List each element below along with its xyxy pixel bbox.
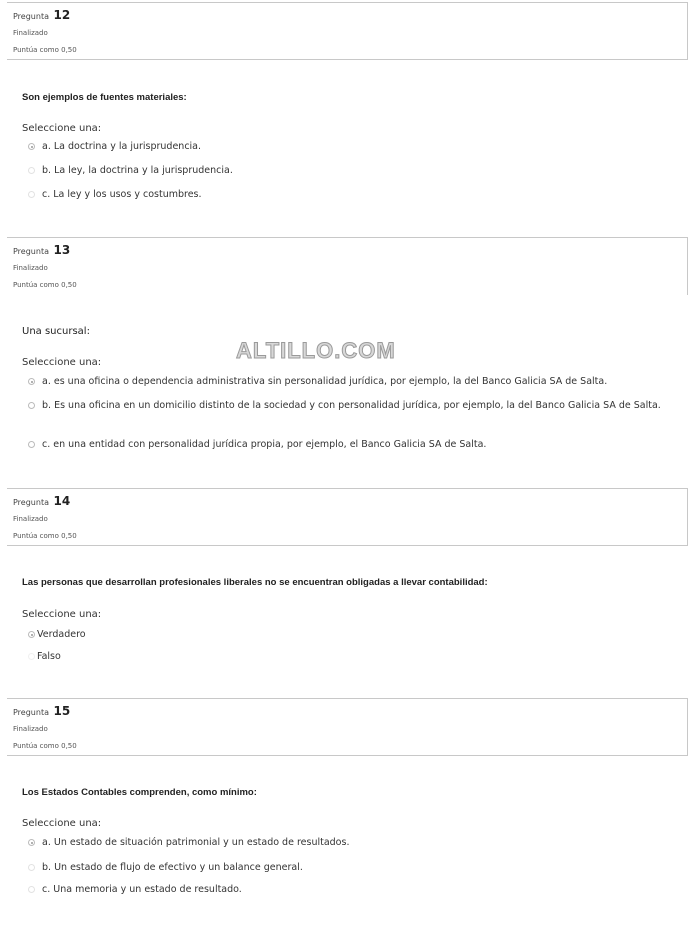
answer-text: b. La ley, la doctrina y la jurisprudencia. bbox=[42, 165, 233, 176]
answer-option[interactable] bbox=[28, 861, 668, 875]
radio-button[interactable] bbox=[28, 631, 35, 638]
question-status: Finalizado bbox=[13, 725, 48, 733]
answer-text: b. Un estado de flujo de efectivo y un balance general. bbox=[42, 862, 303, 873]
radio-button[interactable] bbox=[28, 839, 35, 846]
radio-button[interactable] bbox=[28, 653, 35, 660]
answer-option[interactable] bbox=[28, 628, 668, 642]
question-info-12 bbox=[7, 2, 688, 60]
radio-button[interactable] bbox=[28, 864, 35, 871]
answer-option[interactable] bbox=[28, 883, 668, 897]
answer-option[interactable] bbox=[28, 399, 668, 413]
radio-button[interactable] bbox=[28, 143, 35, 150]
answer-text: b. Es una oficina en un domicilio distinto de la sociedad y con personalidad jurídica, por ejemplo, la del Banco Galicia SA de Salta. bbox=[42, 400, 661, 411]
radio-button[interactable] bbox=[28, 167, 35, 174]
answer-text: c. en una entidad con personalidad jurídica propia, por ejemplo, el Banco Galicia SA de Salta. bbox=[42, 439, 487, 450]
question-number: Pregunta 14 bbox=[13, 494, 71, 508]
radio-button[interactable] bbox=[28, 191, 35, 198]
radio-button[interactable] bbox=[28, 886, 35, 893]
question-status: Finalizado bbox=[13, 515, 48, 523]
question-score: Puntúa como 0,50 bbox=[13, 281, 77, 289]
answer-option[interactable] bbox=[28, 438, 668, 452]
answer-text: Falso bbox=[37, 651, 61, 662]
answer-option[interactable] bbox=[28, 140, 668, 154]
select-label: Seleccione una: bbox=[22, 818, 102, 829]
answer-option[interactable] bbox=[28, 650, 668, 664]
radio-button[interactable] bbox=[28, 378, 35, 385]
answer-text: a. La doctrina y la jurisprudencia. bbox=[42, 141, 202, 152]
question-number: Pregunta 12 bbox=[13, 8, 71, 22]
answer-text: c. Una memoria y un estado de resultado. bbox=[42, 884, 242, 895]
question-info-15 bbox=[7, 698, 688, 756]
question-text: Las personas que desarrollan profesionales liberales no se encuentran obligadas a llevar contabilidad: bbox=[22, 577, 488, 588]
answer-text: a. Un estado de situación patrimonial y un estado de resultados. bbox=[42, 837, 350, 848]
answer-option[interactable] bbox=[28, 836, 668, 850]
question-number: Pregunta 15 bbox=[13, 704, 71, 718]
question-info-13 bbox=[7, 237, 688, 295]
question-score: Puntúa como 0,50 bbox=[13, 742, 77, 750]
question-number: Pregunta 13 bbox=[13, 243, 71, 257]
question-score: Puntúa como 0,50 bbox=[13, 532, 77, 540]
question-status: Finalizado bbox=[13, 29, 48, 37]
select-label: Seleccione una: bbox=[22, 357, 102, 368]
answer-text: a. es una oficina o dependencia administrativa sin personalidad jurídica, por ejemplo, la del Banco Galicia SA de Salta. bbox=[42, 376, 608, 387]
select-label: Seleccione una: bbox=[22, 609, 102, 620]
question-status: Finalizado bbox=[13, 264, 48, 272]
radio-button[interactable] bbox=[28, 402, 35, 409]
question-text: Son ejemplos de fuentes materiales: bbox=[22, 92, 187, 103]
question-text: Una sucursal: bbox=[22, 326, 90, 337]
select-label: Seleccione una: bbox=[22, 123, 102, 134]
question-text: Los Estados Contables comprenden, como mínimo: bbox=[22, 787, 257, 798]
answer-option[interactable] bbox=[28, 375, 668, 389]
answer-text: Verdadero bbox=[37, 629, 86, 640]
watermark-text: ALTILLO.COM bbox=[236, 338, 396, 363]
question-score: Puntúa como 0,50 bbox=[13, 46, 77, 54]
answer-option[interactable] bbox=[28, 188, 668, 202]
answer-text: c. La ley y los usos y costumbres. bbox=[42, 189, 202, 200]
radio-button[interactable] bbox=[28, 441, 35, 448]
question-info-14 bbox=[7, 488, 688, 546]
answer-option[interactable] bbox=[28, 164, 668, 178]
